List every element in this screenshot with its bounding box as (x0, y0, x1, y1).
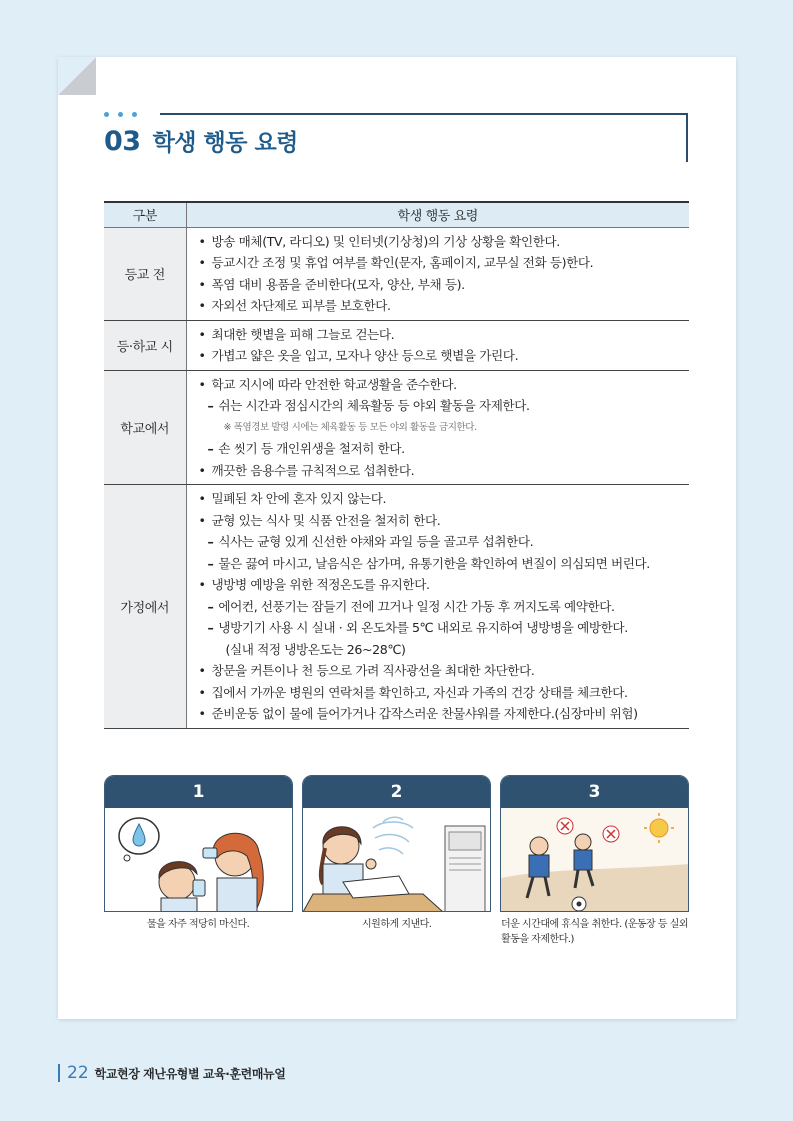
guideline-item: • 깨끗한 음용수를 규칙적으로 섭취한다. (199, 460, 690, 482)
table-row (104, 485, 689, 729)
footer-title: 학교현장 재난유형별 교육·훈련매뉴얼 (94, 1066, 286, 1081)
row-guidelines (186, 370, 689, 485)
page-footer (58, 1063, 285, 1083)
guideline-item: • 냉방병 예방을 위한 적정온도를 유지한다. (199, 574, 690, 596)
guideline-item: • 최대한 햇볕을 피해 그늘로 걷는다. (199, 324, 690, 346)
guideline-item: • 등교시간 조정 및 휴업 여부를 확인(문자, 홈페이지, 교무실 전화 등)한다. (199, 252, 690, 274)
rest-in-heat-illustration (501, 808, 689, 912)
guideline-subitem: – 손 씻기 등 개인위생을 철저히 한다. (199, 438, 690, 460)
illustration-panel-3 (500, 775, 689, 912)
panel-number: 1 (105, 776, 292, 808)
row-category: 가정에서 (104, 485, 186, 729)
guideline-item: • 학교 지시에 따라 안전한 학교생활을 준수한다. (199, 374, 690, 396)
page-fold-shadow (58, 57, 96, 95)
guideline-item: • 균형 있는 식사 및 식품 안전을 철저히 한다. (199, 510, 690, 532)
caption-2: 시원하게 지낸다. (362, 919, 432, 930)
footer-bar (58, 1064, 60, 1082)
guideline-item: (실내 적정 냉방온도는 26~28℃) (225, 641, 406, 657)
row-guidelines (186, 320, 689, 370)
guideline-subitem: – 물은 끓여 마시고, 날음식은 삼가며, 유통기한을 확인하여 변질이 의심되면 버린다. (199, 553, 690, 575)
guideline-subitem: – 냉방기기 사용 시 실내 · 외 온도차를 5℃ 내외로 유지하여 냉방병을 예방한다. (199, 617, 690, 639)
row-guidelines (186, 227, 689, 320)
table-header-row (104, 202, 689, 227)
page-number: 22 (67, 1063, 89, 1083)
illustration-panel-2 (302, 775, 491, 912)
section-title (104, 124, 298, 157)
guideline-item: • 폭염 대비 용품을 준비한다(모자, 양산, 부채 등). (199, 274, 690, 296)
guideline-item: • 가볍고 얇은 옷을 입고, 모자나 양산 등으로 햇볕을 가린다. (199, 345, 690, 367)
title-dots (104, 112, 137, 117)
table-row (104, 320, 689, 370)
guideline-item: • 밀폐된 차 안에 혼자 있지 않는다. (199, 488, 690, 510)
section-number: 03 (104, 126, 141, 157)
illustration-panel-1 (104, 775, 293, 912)
caption-1: 물을 자주 적당히 마신다. (147, 919, 250, 930)
row-category: 등교 전 (104, 227, 186, 320)
guideline-item: • 방송 매체(TV, 라디오) 및 인터넷(기상청)의 기상 상황을 확인한다. (199, 231, 690, 253)
behavior-table (104, 201, 689, 729)
row-category: 등·하교 시 (104, 320, 186, 370)
caption-3: 더운 시간대에 휴식을 취한다. (운동장 등 실외활동을 자제한다.) (501, 919, 689, 945)
guideline-item: • 준비운동 없이 물에 들어가거나 갑작스러운 찬물샤워를 자제한다.(심장마비 위험) (199, 703, 690, 725)
table-body (104, 227, 689, 728)
guideline-item: • 자외선 차단제로 피부를 보호한다. (199, 295, 690, 317)
guideline-subitem: – 쉬는 시간과 점심시간의 체육활동 등 야외 활동을 자제한다. (199, 395, 690, 417)
guideline-subitem: – 에어컨, 선풍기는 잠들기 전에 끄거나 일정 시간 가동 후 꺼지도록 예약한다. (199, 596, 690, 618)
table-row (104, 370, 689, 485)
table-row (104, 227, 689, 320)
section-title-text: 학생 행동 요령 (152, 130, 298, 156)
guideline-item: • 창문을 커튼이나 천 등으로 가려 직사광선을 최대한 차단한다. (199, 660, 690, 682)
header-category: 구분 (104, 202, 186, 227)
drinking-water-illustration (105, 808, 293, 912)
panel-number: 2 (303, 776, 490, 808)
panel-number: 3 (501, 776, 688, 808)
keeping-cool-illustration (303, 808, 491, 912)
guideline-item: • 집에서 가까운 병원의 연락처를 확인하고, 자신과 가족의 건강 상태를 체크한다. (199, 682, 690, 704)
header-guidelines: 학생 행동 요령 (186, 202, 689, 227)
guideline-note: ※ 폭염경보 발령 시에는 체육활동 등 모든 야외 활동을 금지한다. (223, 421, 477, 433)
guideline-subitem: – 식사는 균형 있게 신선한 야채와 과일 등을 골고루 섭취한다. (199, 531, 690, 553)
row-category: 학교에서 (104, 370, 186, 485)
row-guidelines (186, 485, 689, 729)
